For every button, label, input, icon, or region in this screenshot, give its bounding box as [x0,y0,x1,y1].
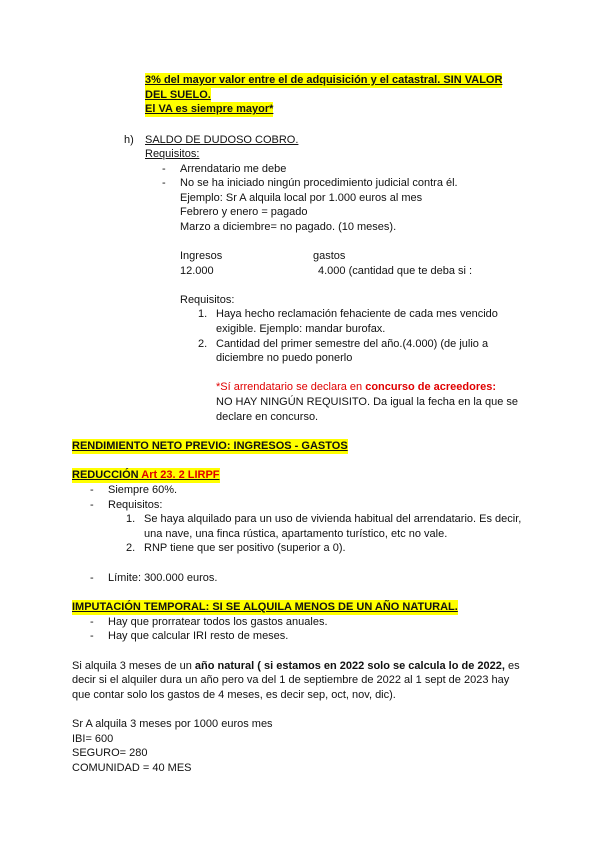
dudoso-example-2: Febrero y enero = pagado [180,206,308,218]
req2-item-2-line-2: diciembre no puedo ponerlo [216,352,353,364]
reduccion-bullet-1: Siempre 60%. [108,484,178,496]
dudoso-bullet-1: Arrendatario me debe [180,163,287,175]
bullet-dash: - [90,630,94,642]
paragraph-line-2: decir si el alquiler dura un año pero va del 1 de septiembre de 2022 al 1 sept de 2023 hay [72,674,510,686]
dudoso-requisitos-label: Requisitos: [145,148,200,160]
reduccion-title [72,468,220,483]
concurso-line-2: NO HAY NINGÚN REQUISITO. Da igual la fecha en la que se [216,396,519,408]
imputacion-title: IMPUTACIÓN TEMPORAL: SI SE ALQUILA MENOS DE UN AÑO NATURAL. [72,601,458,613]
intro-line-3: El VA es siempre mayor* [145,103,274,115]
ingresos-label: Ingresos [180,250,223,262]
intro-line-1: 3% del mayor valor entre el de adquisición y el catastral. SIN VALOR [145,74,503,86]
reduccion-article: Art 23. 2 LIRPF [138,469,220,481]
paragraph-bold: año natural ( si estamos en 2022 solo se calcula lo de 2022, [194,660,505,672]
example2-line-4: COMUNIDAD = 40 MES [72,762,192,774]
bullet-dash: - [90,499,94,511]
concurso-line-3: declare en concurso. [216,411,319,423]
concurso-note-text: *Sí arrendatario se declara en [216,381,366,393]
paragraph-post: es [504,660,520,672]
paragraph-line-1 [72,659,520,674]
concurso-note-bold: concurso de acreedores: [365,381,497,393]
paragraph-line-3: que contar solo los gastos de 4 meses, es decir sep, oct, nov, dic). [72,689,396,701]
intro-line-2: DEL SUELO. [145,89,211,101]
rendimiento-title: RENDIMIENTO NETO PREVIO: INGRESOS - GASTOS [72,440,348,452]
dudoso-bullet-2: No se ha iniciado ningún procedimiento judicial contra él. [180,177,458,189]
reduccion-item-2-line-1: RNP tiene que ser positivo (superior a 0). [144,542,346,554]
reduccion-item-2-num: 2. [126,542,136,554]
dudoso-example-1: Ejemplo: Sr A alquila local por 1.000 euros al mes [180,192,423,204]
example2-line-3: SEGURO= 280 [72,747,148,759]
example2-line-2: IBI= 600 [72,733,114,745]
bullet-dash: - [90,572,94,584]
bullet-dash: - [162,177,166,189]
concurso-note [216,380,496,395]
dudoso-title: SALDO DE DUDOSO COBRO. [145,134,299,146]
bullet-dash: - [162,163,166,175]
reduccion-limite: Límite: 300.000 euros. [108,572,218,584]
section-h-marker: h) [124,134,134,146]
req2-item-1-num: 1. [198,308,208,320]
imputacion-bullet-1: Hay que prorratear todos los gastos anuales. [108,616,328,628]
ingresos-value: 12.000 [180,265,214,277]
reduccion-item-1-line-1: Se haya alquilado para un uso de vivienda habitual del arrendatario. Es decir, [144,513,522,525]
reduccion-item-1-num: 1. [126,513,136,525]
dudoso-requisitos2-label: Requisitos: [180,294,235,306]
bullet-dash: - [90,484,94,496]
imputacion-bullet-2: Hay que calcular IRI resto de meses. [108,630,289,642]
example2-line-1: Sr A alquila 3 meses por 1000 euros mes [72,718,273,730]
reduccion-title-text: REDUCCIÓN [72,469,139,481]
paragraph-pre: Si alquila 3 meses de un [72,660,195,672]
gastos-label: gastos [313,250,346,262]
reduccion-item-1-line-2: una nave, una finca rústica, apartamento turístico, etc no vale. [144,528,448,540]
req2-item-1-line-1: Haya hecho reclamación fehaciente de cada mes vencido [216,308,498,320]
gastos-value: 4.000 (cantidad que te deba si : [318,265,473,277]
req2-item-2-num: 2. [198,338,208,350]
req2-item-1-line-2: exigible. Ejemplo: mandar burofax. [216,323,386,335]
dudoso-example-3: Marzo a diciembre= no pagado. (10 meses). [180,221,397,233]
req2-item-2-line-1: Cantidad del primer semestre del año.(4.000) (de julio a [216,338,489,350]
bullet-dash: - [90,616,94,628]
reduccion-bullet-2: Requisitos: [108,499,163,511]
